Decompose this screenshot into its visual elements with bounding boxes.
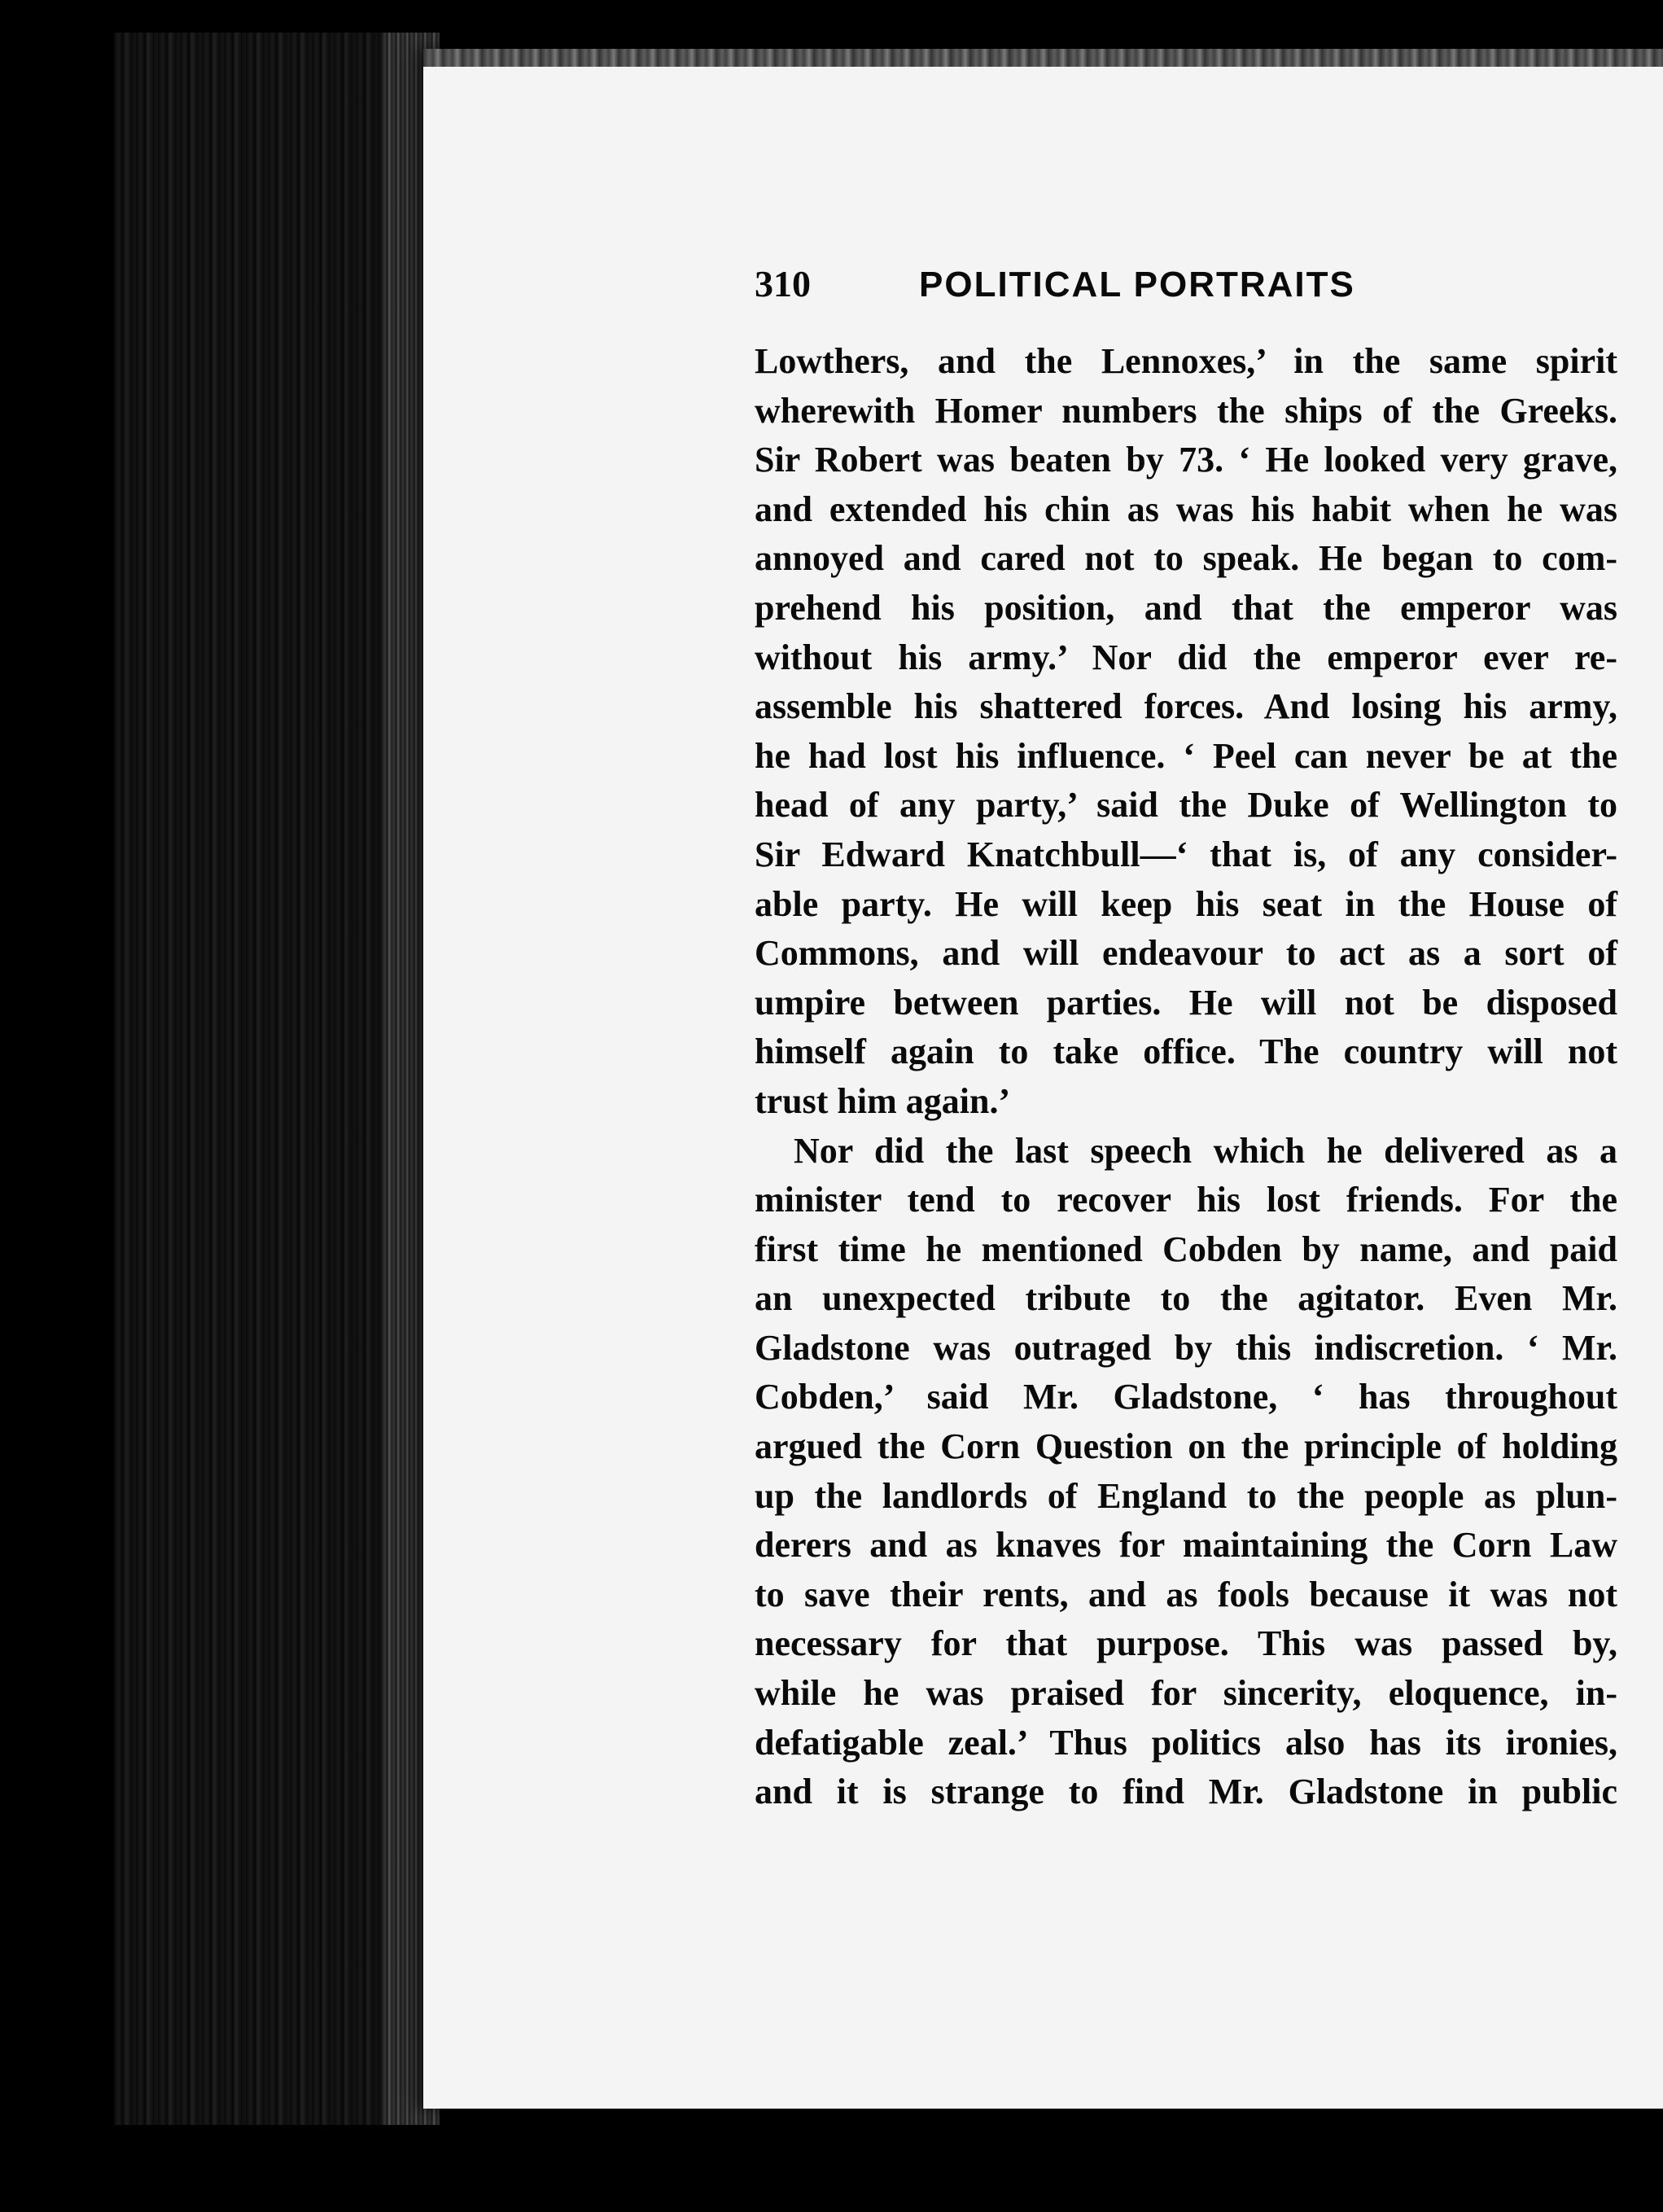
text-line: and extended his chin as was his habit when he was — [755, 488, 1617, 529]
text-line: an unexpected tribute to the agitator. Even Mr. — [755, 1278, 1617, 1319]
page-top-edge — [423, 49, 1663, 67]
text-line: Sir Robert was beaten by 73. ‘ He looked very grave, — [755, 440, 1617, 480]
text-line: first time he mentioned Cobden by name, and paid — [755, 1229, 1617, 1269]
text-line: without his army.’ Nor did the emperor ever re- — [755, 637, 1617, 677]
text-line: prehend his position, and that the emperor was — [755, 587, 1617, 628]
text-line: umpire between parties. He will not be disposed — [755, 982, 1617, 1023]
paragraph-1 — [755, 337, 1617, 1127]
text-line: Cobden,’ said Mr. Gladstone, ‘ has throughout — [755, 1377, 1617, 1417]
text-line: Sir Edward Knatchbull—‘ that is, of any consider- — [755, 834, 1617, 874]
text-line: defatigable zeal.’ Thus politics also has its ironies, — [755, 1722, 1617, 1763]
text-line: head of any party,’ said the Duke of Wellington to — [755, 785, 1617, 826]
text-line: he had lost his influence. ‘ Peel can never be at the — [755, 735, 1617, 776]
text-line: wherewith Homer numbers the ships of the Greeks. — [755, 390, 1617, 431]
text-line: able party. He will keep his seat in the House of — [755, 883, 1617, 924]
body-text — [755, 337, 1617, 1817]
page-number: 310 — [755, 263, 811, 304]
paragraph-2 — [755, 1127, 1617, 1817]
text-line: Gladstone was outraged by this indiscretion. ‘ Mr. — [755, 1327, 1617, 1368]
text-line: while he was praised for sincerity, eloquence, in- — [755, 1673, 1617, 1714]
text-line: himself again to take office. The country will not — [755, 1032, 1617, 1072]
text-line: necessary for that purpose. This was passed by, — [755, 1623, 1617, 1664]
page-header — [755, 262, 1609, 305]
text-line: up the landlords of England to the people as plun- — [755, 1475, 1617, 1516]
text-line: annoyed and cared not to speak. He began to com- — [755, 538, 1617, 579]
text-line: Lowthers, and the Lennoxes,’ in the same spirit — [755, 341, 1617, 381]
text-line: minister tend to recover his lost friends. For the — [755, 1180, 1617, 1220]
running-title: POLITICAL PORTRAITS — [919, 265, 1355, 304]
book-page-edges — [114, 33, 440, 2125]
text-line: Commons, and will endeavour to act as a sort of — [755, 933, 1617, 974]
text-line: and it is strange to find Mr. Gladstone in public — [755, 1772, 1617, 1812]
text-line: trust him again.’ — [755, 1080, 1011, 1121]
text-line: argued the Corn Question on the principle of holding — [755, 1426, 1617, 1467]
text-line: Nor did the last speech which he delivered as a — [794, 1130, 1617, 1171]
text-line: assemble his shattered forces. And losing his army, — [755, 686, 1617, 727]
text-line: derers and as knaves for maintaining the Corn Law — [755, 1525, 1617, 1566]
text-line: to save their rents, and as fools because it was not — [755, 1574, 1617, 1614]
